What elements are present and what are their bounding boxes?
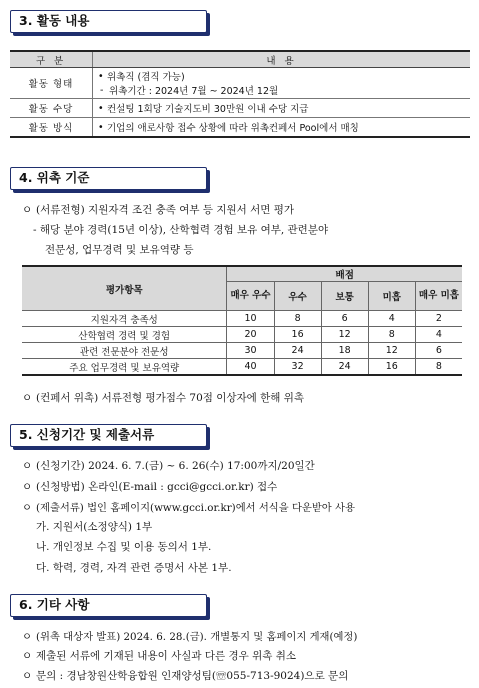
score-cell: 20 bbox=[227, 327, 274, 343]
table-row bbox=[22, 359, 462, 376]
score-cell: 10 bbox=[227, 311, 274, 327]
score-cell: 32 bbox=[274, 359, 321, 376]
application-period: ㅇ (신청기간) 2024. 6. 7.(금) ~ 6. 26(수) 17:00까지/20일간 bbox=[22, 460, 315, 472]
application-docs: ㅇ (제출서류) 법인 홈페이지(www.gcci.or.kr)에서 서식을 다운받아 사용 bbox=[22, 502, 355, 514]
contact-line: ㅇ 문의 : 경남창원산학융합원 인재양성팀(☏055-713-9024)으로 문의 bbox=[22, 670, 349, 682]
row-content: • 위촉직 (겸직 가능) - 위촉기간 : 2024년 7월 ~ 2024년 12월 bbox=[93, 68, 471, 99]
score-cell: 4 bbox=[368, 311, 415, 327]
section-title-others: 6. 기타 사항 bbox=[10, 594, 207, 617]
header-grade: 매우 우수 bbox=[227, 282, 274, 311]
score-cell: 6 bbox=[415, 343, 462, 359]
header-score: 배점 bbox=[227, 266, 462, 282]
score-cell: 24 bbox=[321, 359, 368, 376]
table-row bbox=[22, 343, 462, 359]
score-cell: 40 bbox=[227, 359, 274, 376]
activity-table bbox=[10, 50, 470, 138]
table-row bbox=[22, 327, 462, 343]
criteria-line-3: 전문성, 업무경력 및 보유역량 등 bbox=[45, 244, 194, 256]
criteria-line-2: - 해당 분야 경력(15년 이상), 산학협력 경험 보유 여부, 관련분야 bbox=[33, 224, 329, 236]
evaluation-table bbox=[22, 265, 462, 376]
header-content: 내 용 bbox=[93, 51, 471, 68]
row-category: 활동 수당 bbox=[10, 99, 93, 118]
score-cell: 18 bbox=[321, 343, 368, 359]
row-category: 활동 형태 bbox=[10, 68, 93, 99]
table-row bbox=[10, 68, 470, 99]
section-title-criteria: 4. 위촉 기준 bbox=[10, 167, 207, 190]
eval-item: 지원자격 충족성 bbox=[22, 311, 227, 327]
header-grade: 우수 bbox=[274, 282, 321, 311]
table-row bbox=[22, 311, 462, 327]
score-cell: 6 bbox=[321, 311, 368, 327]
row-content: • 컨설팅 1회당 기술지도비 30만원 이내 수당 지급 bbox=[93, 99, 471, 118]
header-grade: 보통 bbox=[321, 282, 368, 311]
score-cell: 8 bbox=[274, 311, 321, 327]
table-row bbox=[10, 118, 470, 138]
row-content: • 기업의 애로사항 접수 상황에 따라 위촉컨페서 Pool에서 매칭 bbox=[93, 118, 471, 138]
score-cell: 8 bbox=[368, 327, 415, 343]
doc-item-b: 나. 개인정보 수집 및 이용 동의서 1부. bbox=[36, 541, 212, 553]
doc-item-a: 가. 지원서(소정양식) 1부 bbox=[36, 521, 153, 533]
table-header-row bbox=[22, 266, 462, 282]
cancel-line: ㅇ 제출된 서류에 기재된 내용이 사실과 다른 경우 위촉 취소 bbox=[22, 650, 296, 662]
row-category: 활동 방식 bbox=[10, 118, 93, 138]
table-row bbox=[10, 99, 470, 118]
announce-line: ㅇ (위촉 대상자 발표) 2024. 6. 28.(금). 개별통지 및 홈페이지 게재(예정) bbox=[22, 631, 358, 643]
score-cell: 12 bbox=[368, 343, 415, 359]
score-cell: 8 bbox=[415, 359, 462, 376]
table-header-row bbox=[10, 51, 470, 68]
score-cell: 16 bbox=[368, 359, 415, 376]
application-method: ㅇ (신청방법) 온라인(E-mail : gcci@gcci.or.kr) 접수 bbox=[22, 481, 278, 493]
section-title-activity: 3. 활동 내용 bbox=[10, 10, 207, 33]
score-cell: 30 bbox=[227, 343, 274, 359]
eval-item: 산학협력 경력 및 경험 bbox=[22, 327, 227, 343]
score-cell: 4 bbox=[415, 327, 462, 343]
header-grade: 매우 미흡 bbox=[415, 282, 462, 311]
criteria-line-1: ㅇ (서류전형) 지원자격 조건 충족 여부 등 지원서 서면 평가 bbox=[22, 204, 295, 216]
eval-item: 관련 전문분야 전문성 bbox=[22, 343, 227, 359]
eval-item: 주요 업무경력 및 보유역량 bbox=[22, 359, 227, 376]
score-cell: 16 bbox=[274, 327, 321, 343]
header-category: 구 분 bbox=[10, 51, 93, 68]
doc-item-c: 다. 학력, 경력, 자격 관련 증명서 사본 1부. bbox=[36, 562, 232, 574]
score-cell: 24 bbox=[274, 343, 321, 359]
score-cell: 2 bbox=[415, 311, 462, 327]
criteria-note: ㅇ (컨페서 위촉) 서류전형 평가점수 70점 이상자에 한해 위촉 bbox=[22, 392, 305, 404]
section-title-application: 5. 신청기간 및 제출서류 bbox=[10, 424, 207, 447]
header-eval-item: 평가항목 bbox=[22, 266, 227, 311]
header-grade: 미흡 bbox=[368, 282, 415, 311]
score-cell: 12 bbox=[321, 327, 368, 343]
